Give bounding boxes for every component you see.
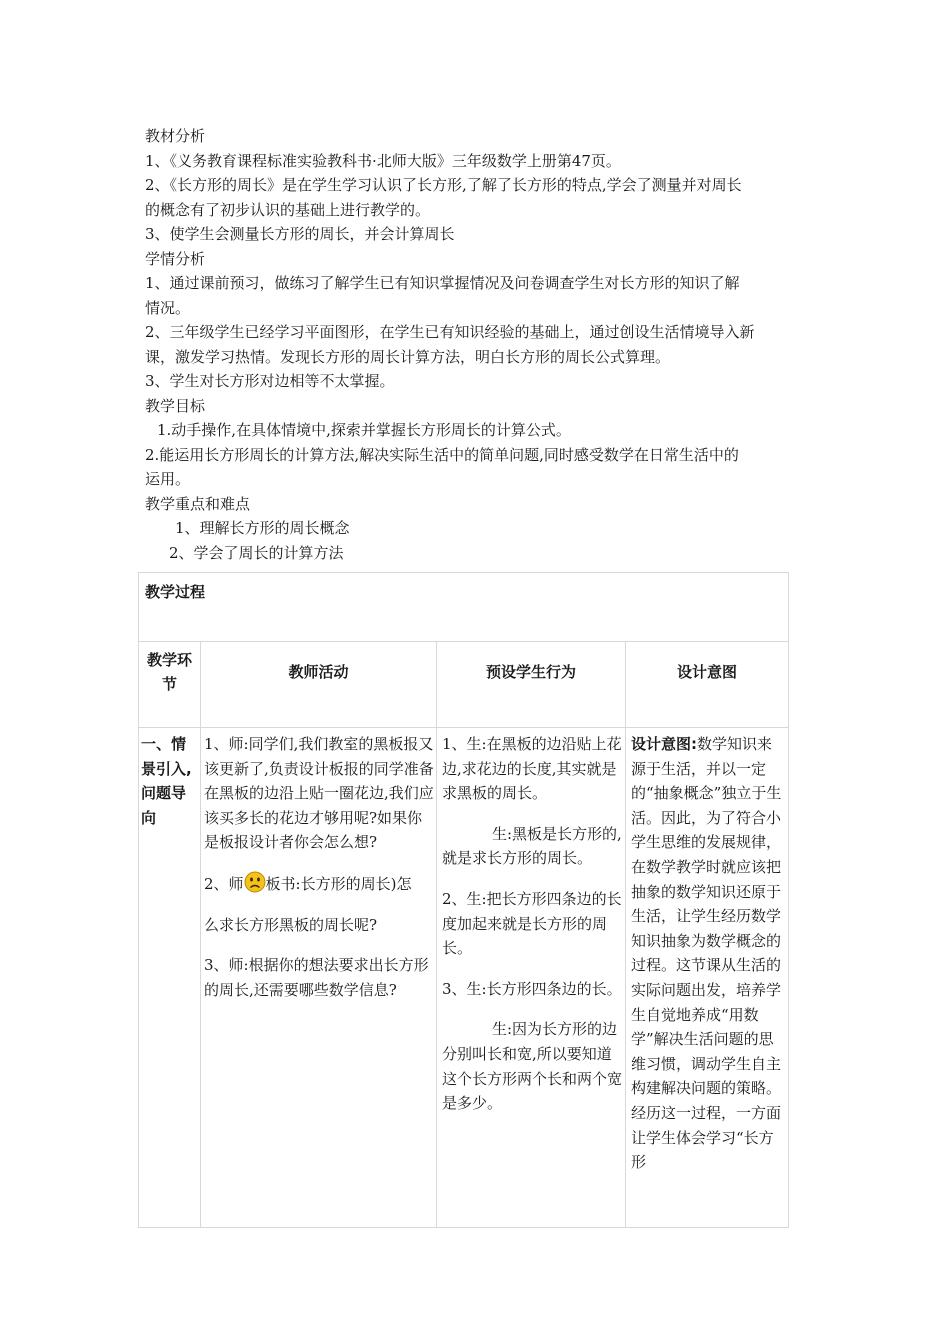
stage-line: 景引入, bbox=[141, 759, 192, 778]
key-item-1: 1、理解长方形的周长概念 bbox=[175, 519, 350, 537]
header-teacher-label: 教师活动 bbox=[288, 663, 349, 681]
header-stage-line1: 教学环 bbox=[146, 651, 192, 669]
student-answer-3: 3、生:长方形四条边的长。 bbox=[442, 979, 622, 998]
student-answer-2: 2、生:把长方形四条边的长度加起来就是长方形的周长。 bbox=[442, 889, 622, 958]
table-title: 教学过程 bbox=[139, 573, 789, 642]
stage-cell bbox=[139, 728, 201, 1228]
material-item-2: 2、《长方形的周长》是在学生学习认识了长方形,了解了长方形的特点,学会了测量并对周长 bbox=[145, 176, 742, 194]
material-heading: 教材分析 bbox=[145, 127, 206, 145]
intent-text: 数学知识来源于生活，并以一定的“抽象概念”独立于生活。因此，为了符合小学生思维的发展规律，在数学教学时就应该把抽象的数学知识还原于生活，让学生经历数学知识抽象为数学概念的过程。这节课从生活的实际问题出发，培养学生自觉地养成“用数学”解决生活问题的思维习惯，调动学生自主构建解决问题的策略。经历这一过程，一方面让学生体会学习“长方形 bbox=[631, 735, 782, 1172]
student-behavior-cell bbox=[437, 728, 626, 1228]
student-item-2-cont: 课，激发学习热情。发现长方形的周长计算方法，明白长方形的周长公式算理。 bbox=[145, 347, 671, 366]
header-student bbox=[437, 642, 626, 728]
key-heading: 教学重点和难点 bbox=[145, 494, 251, 513]
key-item-2: 2、学会了周长的计算方法 bbox=[169, 543, 344, 562]
teacher-item-2-cont: 么求长方形黑板的周长呢? bbox=[204, 915, 378, 934]
design-intent-cell bbox=[626, 728, 789, 1228]
teacher-item-1: 1、师:同学们,我们教室的黑板报又该更新了,负责设计板报的同学准备在黑板的边沿上贴一圈花边,我们应该买多长的花边才够用呢?如果你是板报设计者你会怎么想? bbox=[204, 735, 434, 852]
student-item-3: 3、学生对长方形对边相等不太掌握。 bbox=[145, 372, 395, 390]
student-item-2: 2、三年级学生已经学习平面图形，在学生已有知识经验的基础上，通过创设生活情境导入新 bbox=[145, 323, 755, 341]
stage-line: 一、情 bbox=[141, 735, 187, 753]
goal-item-2-cont: 运用。 bbox=[145, 470, 191, 488]
header-teacher bbox=[201, 642, 437, 728]
stage-line: 向 bbox=[141, 808, 157, 827]
teaching-process-table bbox=[138, 572, 789, 1228]
header-stage-line2: 节 bbox=[161, 675, 177, 693]
material-item-2-cont: 的概念有了初步认识的基础上进行教学的。 bbox=[145, 200, 431, 219]
student-item-1-cont: 情况。 bbox=[145, 298, 191, 317]
table-row bbox=[139, 728, 789, 1228]
worried-face-icon bbox=[244, 871, 266, 893]
teacher-activity-cell bbox=[201, 728, 437, 1228]
stage-line: 问题导 bbox=[141, 784, 187, 803]
student-answer-3b: 生:因为长方形的边分别叫长和宽,所以要知道这个长方形两个长和两个宽是多少。 bbox=[442, 1020, 623, 1113]
teacher-item-3: 3、师:根据你的想法要求出长方形的周长,还需要哪些数学信息? bbox=[204, 956, 429, 999]
header-intent bbox=[626, 642, 789, 728]
goal-heading: 教学目标 bbox=[145, 396, 206, 415]
student-answer-1: 1、生:在黑板的边沿贴上花边,求花边的长度,其实就是求黑板的周长。 bbox=[442, 735, 622, 803]
student-answer-1b: 生:黑板是长方形的,就是求长方形的周长。 bbox=[442, 824, 622, 868]
student-item-1: 1、通过课前预习，做练习了解学生已有知识掌握情况及问卷调查学生对长方形的知识了解 bbox=[145, 274, 740, 292]
teacher-item-2-suffix: 板书:长方形的周长)怎 bbox=[265, 874, 412, 893]
intent-label: 设计意图: bbox=[631, 735, 697, 753]
header-student-label: 预设学生行为 bbox=[485, 663, 576, 681]
intro-section bbox=[145, 124, 810, 565]
student-heading: 学情分析 bbox=[145, 249, 206, 268]
material-item-3: 3、使学生会测量长方形的周长，并会计算周长 bbox=[145, 225, 455, 243]
material-item-1: 1、《义务教育课程标准实验教科书·北师大版》三年级数学上册第47页。 bbox=[145, 151, 621, 170]
goal-item-2: 2.能运用长方形周长的计算方法,解决实际生活中的简单问题,同时感受数学在日常生活中的 bbox=[145, 445, 739, 464]
header-stage bbox=[139, 642, 201, 728]
intent-paragraph bbox=[631, 732, 784, 1175]
teacher-item-2 bbox=[204, 871, 434, 897]
header-intent-label: 设计意图 bbox=[677, 663, 738, 681]
goal-item-1: 1.动手操作,在具体情境中,探索并掌握长方形周长的计算公式。 bbox=[157, 421, 571, 439]
teacher-item-2-prefix: 2、师 bbox=[204, 874, 244, 893]
